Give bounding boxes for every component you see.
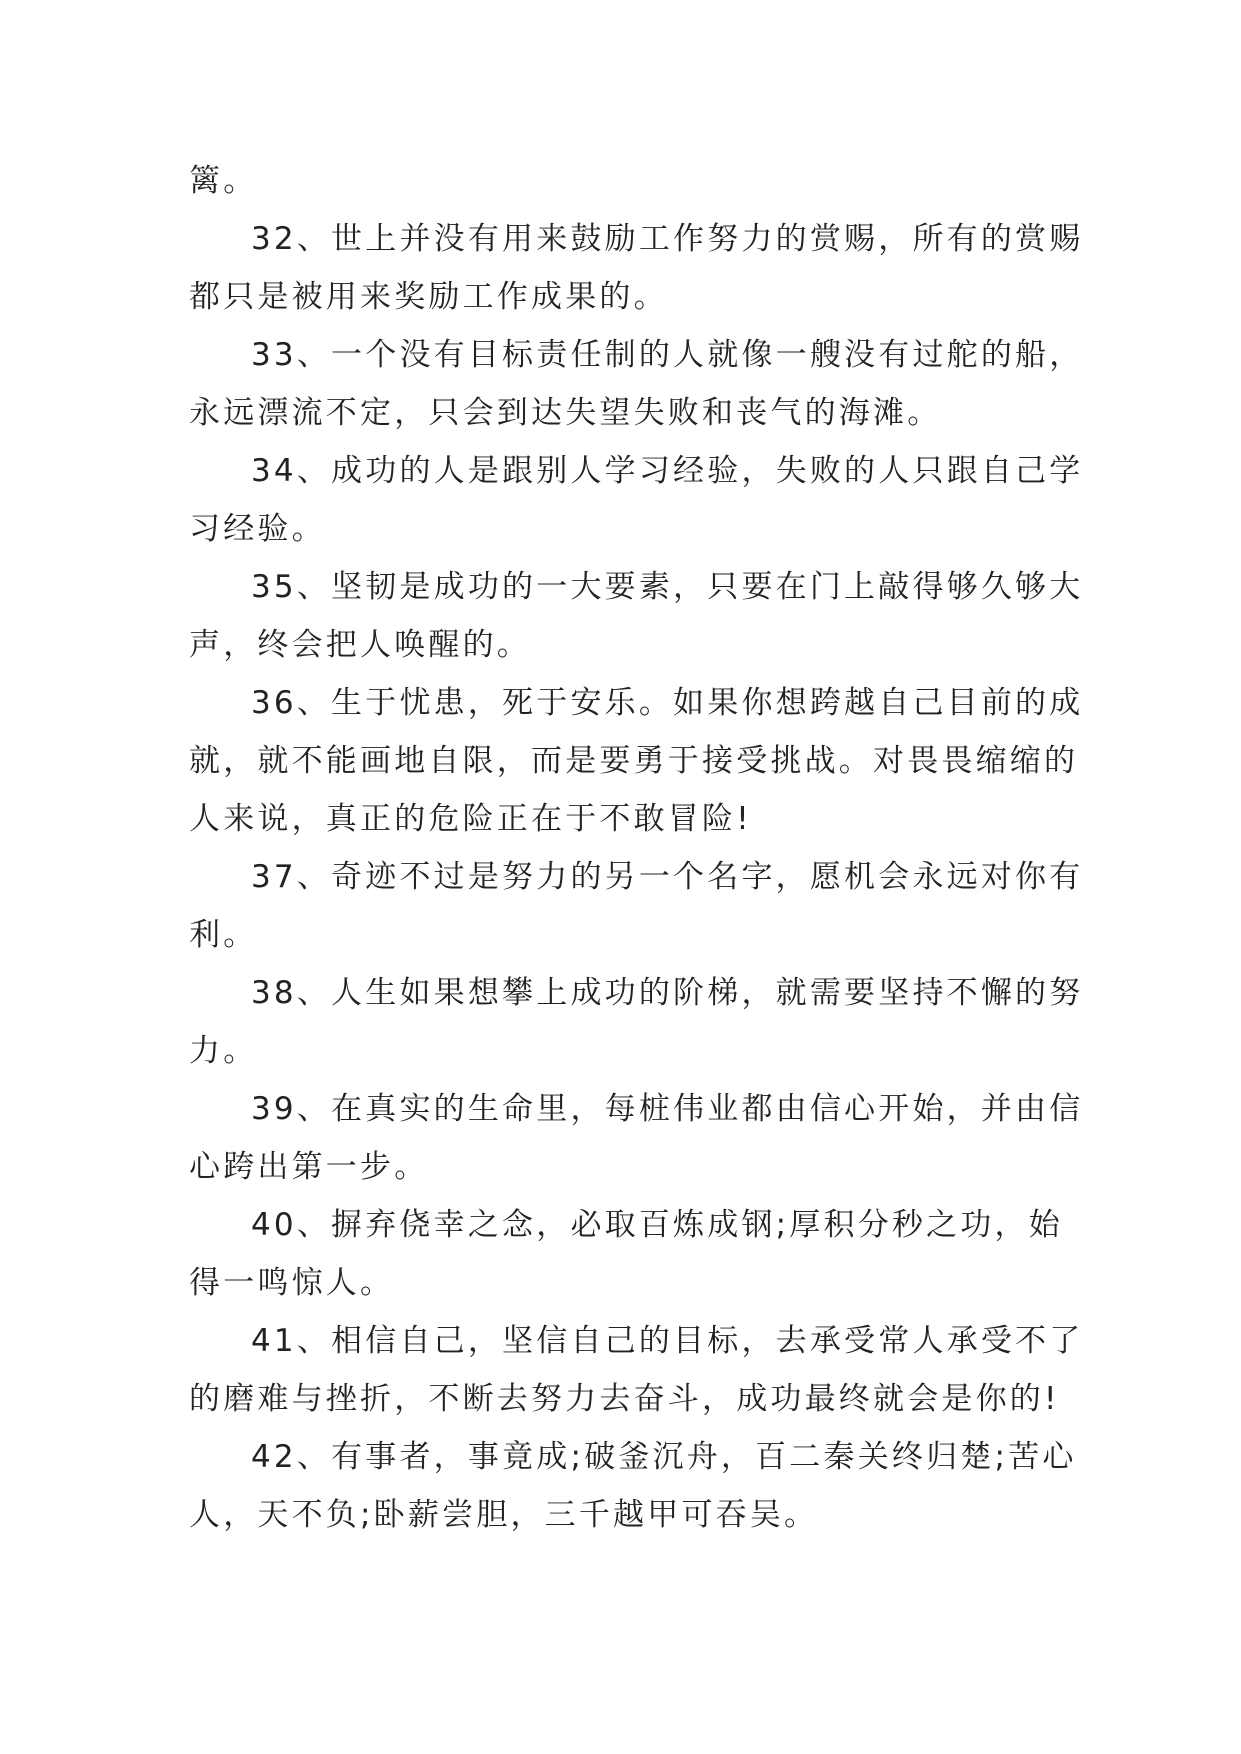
text-line: 永远漂流不定，只会到达失望失败和丧气的海滩。	[189, 395, 942, 431]
paragraph-37	[189, 848, 1084, 964]
text-line: 都只是被用来奖励工作成果的。	[189, 279, 668, 315]
paragraph-33	[189, 326, 1084, 442]
paragraph-35	[189, 558, 1084, 674]
paragraph-36	[189, 674, 1084, 848]
text-line: 38、人生如果想攀上成功的阶梯，就需要坚持不懈的努	[251, 975, 1084, 1011]
text-line: 人，天不负;卧薪尝胆，三千越甲可吞吴。	[189, 1497, 819, 1533]
paragraph-41	[189, 1312, 1084, 1428]
text-line: 42、有事者，事竟成;破釜沉舟，百二秦关终归楚;苦心	[251, 1439, 1077, 1475]
text-line: 得一鸣惊人。	[189, 1265, 395, 1301]
text-line: 篱。	[189, 163, 258, 199]
text-line: 力。	[189, 1033, 258, 1069]
text-line: 32、世上并没有用来鼓励工作努力的赏赐，所有的赏赐	[251, 221, 1084, 257]
text-line: 利。	[189, 917, 258, 953]
text-line: 39、在真实的生命里，每桩伟业都由信心开始，并由信	[251, 1091, 1084, 1127]
text-line: 的磨难与挫折，不断去努力去奋斗，成功最终就会是你的!	[189, 1381, 1060, 1417]
text-line: 41、相信自己，坚信自己的目标，去承受常人承受不了	[251, 1323, 1084, 1359]
paragraph-38	[189, 964, 1084, 1080]
document-body	[189, 152, 1084, 1544]
text-line: 40、摒弃侥幸之念，必取百炼成钢;厚积分秒之功，始	[251, 1207, 1063, 1243]
text-line: 36、生于忧患，死于安乐。如果你想跨越自己目前的成	[251, 685, 1084, 721]
paragraph-42	[189, 1428, 1077, 1544]
text-line: 34、成功的人是跟别人学习经验，失败的人只跟自己学	[251, 453, 1084, 489]
paragraph-32	[189, 210, 1084, 326]
text-line: 声，终会把人唤醒的。	[189, 627, 531, 663]
text-line: 心跨出第一步。	[189, 1149, 429, 1185]
paragraph-34	[189, 442, 1084, 558]
text-line: 就，就不能画地自限，而是要勇于接受挑战。对畏畏缩缩的	[189, 743, 1079, 779]
paragraph-continuation	[189, 152, 1057, 210]
text-line: 37、奇迹不过是努力的另一个名字，愿机会永远对你有	[251, 859, 1084, 895]
paragraph-39	[189, 1080, 1084, 1196]
text-line: 人来说，真正的危险正在于不敢冒险!	[189, 801, 752, 837]
paragraph-40	[189, 1196, 1063, 1312]
text-line: 33、一个没有目标责任制的人就像一艘没有过舵的船，	[251, 337, 1084, 373]
text-line: 35、坚韧是成功的一大要素，只要在门上敲得够久够大	[251, 569, 1084, 605]
text-line: 习经验。	[189, 511, 326, 547]
